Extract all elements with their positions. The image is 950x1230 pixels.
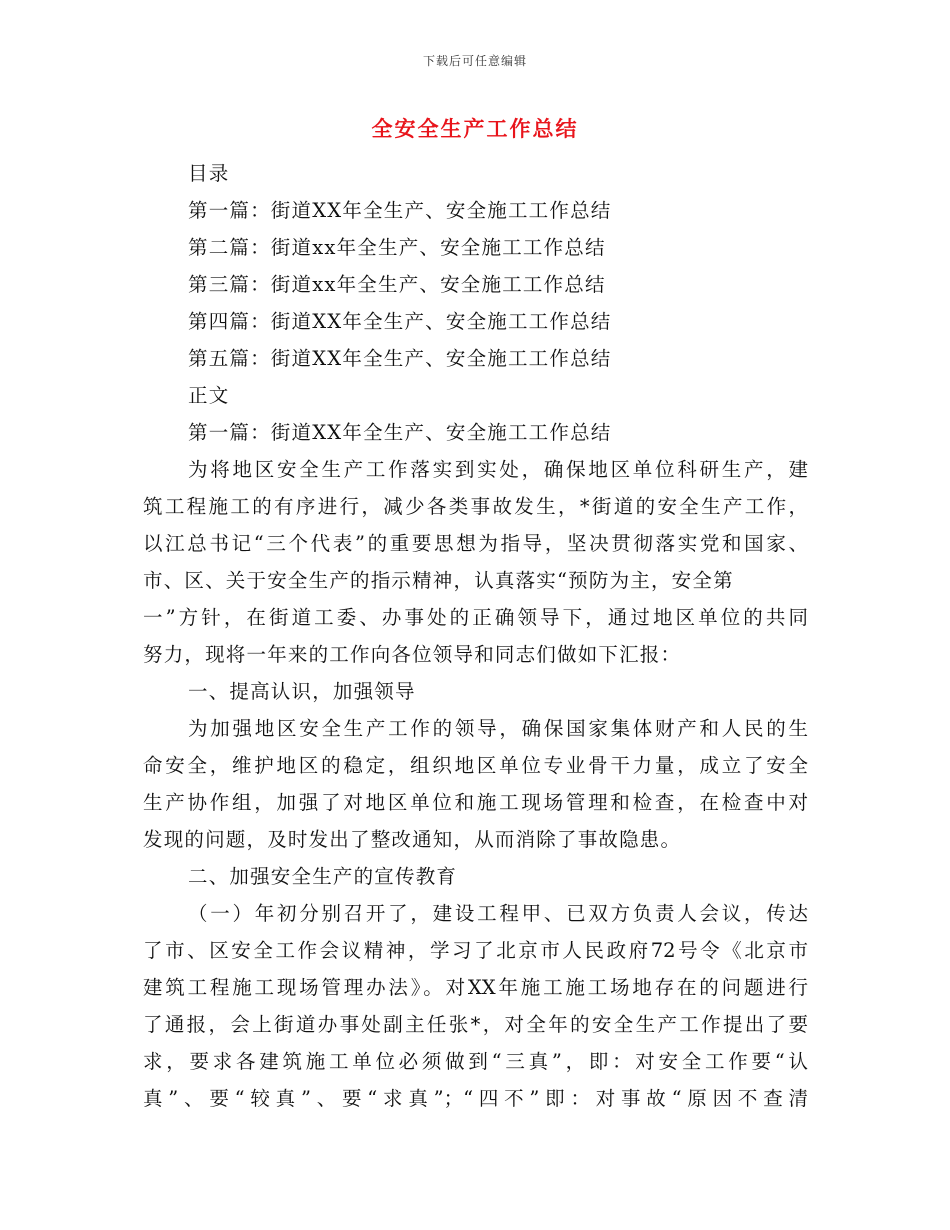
paragraph-line: 了通报，会上街道办事处副主任张*，对全年的安全生产工作提出了要 xyxy=(143,1013,808,1036)
paragraph-line: 生产协作组，加强了对地区单位和施工现场管理和检查，在检查中对 xyxy=(143,791,808,814)
toc-item-1: 第一篇：街道XX年全生产、安全施工工作总结 xyxy=(188,199,612,222)
body-heading: 正文 xyxy=(188,384,230,407)
intro-paragraph xyxy=(143,451,808,673)
toc-item-2: 第二篇：街道xx年全生产、安全施工工作总结 xyxy=(188,236,606,259)
document-title: 全安全生产工作总结 xyxy=(371,116,579,141)
paragraph-line: 发现的问题，及时发出了整改通知，从而消除了事故隐患。 xyxy=(143,828,682,851)
paragraph-line: 为将地区安全生产工作落实到实处，确保地区单位科研生产，建 xyxy=(188,458,808,481)
section-1-heading: 一、提高认识，加强领导 xyxy=(188,680,416,703)
section-2-heading: 二、加强安全生产的宣传教育 xyxy=(188,865,458,888)
paragraph-line: 筑工程施工的有序进行，减少各类事故发生，*街道的安全生产工作， xyxy=(143,495,808,518)
header-note: 下载后可任意编辑 xyxy=(422,54,527,68)
paragraph-line: 真”、要“较真”、要“求真”；“四不”即：对事故“原因不查清 xyxy=(143,1087,808,1110)
toc-item-3: 第三篇：街道xx年全生产、安全施工工作总结 xyxy=(188,273,606,296)
paragraph-line: （一）年初分别召开了，建设工程甲、已双方负责人会议，传达 xyxy=(188,902,808,925)
toc-item-5: 第五篇：街道XX年全生产、安全施工工作总结 xyxy=(188,347,612,370)
toc-item-4: 第四篇：街道XX年全生产、安全施工工作总结 xyxy=(188,310,612,333)
paragraph-line: 求，要求各建筑施工单位必须做到“三真”，即：对安全工作要“认 xyxy=(143,1050,808,1073)
section-2-paragraph xyxy=(143,895,808,1117)
paragraph-line: 以江总书记“三个代表”的重要思想为指导，坚决贯彻落实党和国家、 xyxy=(143,532,808,555)
section-1-paragraph xyxy=(143,710,808,858)
paragraph-line: 市、区、关于安全生产的指示精神，认真落实“预防为主，安全第 xyxy=(143,569,734,592)
paragraph-line: 建筑工程施工现场管理办法》。对XX年施工施工场地存在的问题进行 xyxy=(143,976,808,999)
paragraph-line: 命安全，维护地区的稳定，组织地区单位专业骨干力量，成立了安全 xyxy=(143,754,808,777)
paragraph-line: 努力，现将一年来的工作向各位领导和同志们做如下汇报： xyxy=(143,643,682,666)
document-body xyxy=(143,155,808,1117)
paragraph-line: 了市、区安全工作会议精神，学习了北京市人民政府72号令《北京市 xyxy=(143,939,808,962)
paragraph-line: 为加强地区安全生产工作的领导，确保国家集体财产和人民的生 xyxy=(188,717,808,740)
toc-heading: 目录 xyxy=(188,162,230,185)
first-article-title: 第一篇：街道XX年全生产、安全施工工作总结 xyxy=(188,421,612,444)
paragraph-line: 一”方针，在街道工委、办事处的正确领导下，通过地区单位的共同 xyxy=(143,606,808,629)
